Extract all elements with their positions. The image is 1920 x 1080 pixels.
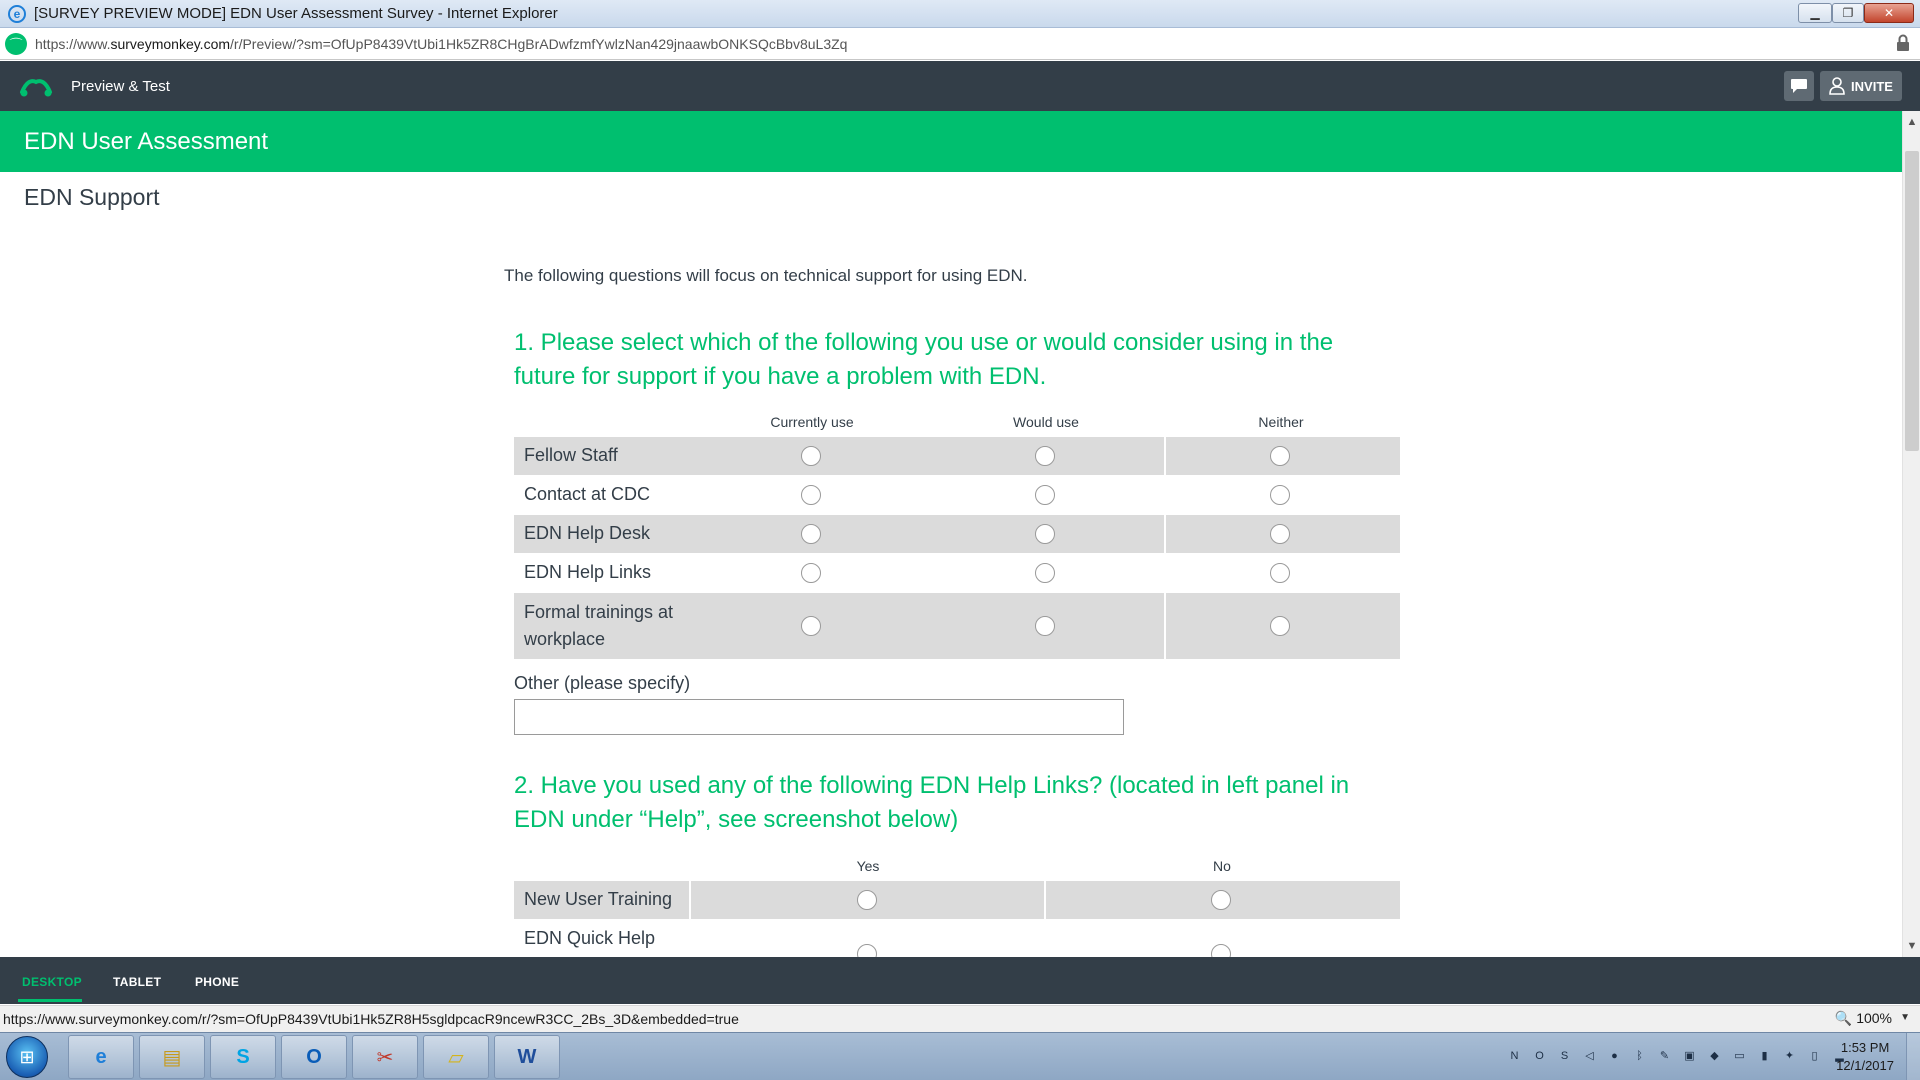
bluetooth-icon[interactable]: ᛒ [1636,1049,1643,1062]
matrix-row [514,920,1400,957]
surveymonkey-logo-icon[interactable] [18,74,54,98]
skype-taskbar-icon[interactable]: S [210,1035,276,1079]
address-bar[interactable] [0,28,1920,60]
sticky-notes-taskbar-icon[interactable]: ▱ [423,1035,489,1079]
vertical-scrollbar[interactable] [1902,111,1920,957]
tools-tray-icon[interactable]: ✦ [1784,1050,1795,1062]
scrollbar-thumb[interactable] [1905,151,1919,451]
matrix-row [514,554,1400,592]
radio-neither[interactable] [1270,446,1290,466]
shield-icon[interactable]: ◆ [1710,1050,1719,1062]
q1-col-neither: Neither [1258,414,1304,430]
survey-viewport [0,111,1920,957]
radio-currently-use[interactable] [801,524,821,544]
matrix-row [514,593,1400,659]
row-label: EDN Help Links [524,562,652,582]
radio-neither[interactable] [1270,563,1290,583]
clock-date: 12/1/2017 [1836,1058,1894,1073]
pen-tray-icon[interactable]: ✎ [1659,1050,1670,1062]
surveymonkey-site-icon: ⌒ [5,33,27,55]
q1-col-would-use: Would use [1013,414,1079,430]
tab-phone[interactable]: PHONE [195,975,240,989]
column-divider [689,881,691,919]
column-divider [1044,881,1046,919]
q2-col-yes: Yes [856,858,880,874]
device-preview-bar [0,957,1920,1004]
radio-no[interactable] [1211,890,1231,910]
monitor-tray-icon[interactable]: ▣ [1684,1050,1695,1062]
q2-col-no: No [1213,858,1231,874]
network-icon[interactable]: ▂ [1835,1050,1844,1062]
skype-tray-icon[interactable]: S [1560,1049,1569,1062]
system-clock[interactable] [1836,1039,1894,1075]
outlook-tray-icon[interactable]: O [1535,1049,1544,1062]
survey-title: EDN User Assessment [24,128,269,155]
q1-col-currently-use: Currently use [770,414,854,430]
preview-test-label[interactable]: Preview & Test [71,77,170,95]
close-button[interactable]: ✕ [1864,3,1914,23]
row-label: EDN Quick Help [524,928,656,948]
invite-label: INVITE [1851,78,1893,94]
radio-would-use[interactable] [1035,446,1055,466]
lock-tray-icon[interactable]: ▮ [1761,1050,1768,1062]
window-titlebar [0,0,1920,28]
preview-toolbar [0,61,1920,111]
radio-currently-use[interactable] [801,616,821,636]
zoom-level[interactable]: 🔍 100% [1834,1010,1892,1026]
radio-would-use[interactable] [1035,485,1055,505]
question-1-title: 1. Please select which of the following you use or would consider using in the future for support if you have a problem with EDN. [514,329,1334,390]
lock-icon [1896,34,1910,52]
active-tab-indicator [18,999,82,1002]
tab-tablet[interactable]: TABLET [113,975,162,989]
other-label: Other (please specify) [514,673,691,693]
windows-taskbar [0,1032,1920,1080]
column-divider [1164,437,1166,475]
zoom-dropdown-icon[interactable]: ▼ [1900,1012,1910,1023]
row-label: Fellow Staff [524,445,618,465]
word-taskbar-icon[interactable]: W [494,1035,560,1079]
radio-yes[interactable] [857,890,877,910]
matrix-row [514,881,1400,919]
row-label: Contact at CDC [524,484,651,504]
survey-header [0,111,1902,172]
onenote-tray-icon[interactable]: N [1510,1049,1519,1062]
other-input[interactable] [514,699,1124,735]
radio-currently-use[interactable] [801,446,821,466]
column-divider [1164,593,1166,659]
volume-icon[interactable]: ◁ [1585,1050,1594,1062]
radio-yes[interactable] [857,944,877,957]
system-tray [1506,1047,1848,1064]
scroll-up-icon[interactable]: ▲ [1906,116,1918,128]
chat-bubble-icon [1790,78,1808,94]
snipping-tool-taskbar-icon[interactable]: ✂ [352,1035,418,1079]
radio-no[interactable] [1211,944,1231,957]
person-tray-icon[interactable]: ● [1611,1049,1618,1062]
row-label: EDN Help Desk [524,523,651,543]
radio-would-use[interactable] [1035,524,1055,544]
file-explorer-taskbar-icon[interactable]: ▤ [139,1035,205,1079]
invite-button[interactable] [1820,71,1902,101]
scroll-down-icon[interactable]: ▼ [1906,940,1918,952]
user-icon [1829,77,1845,95]
radio-neither[interactable] [1270,616,1290,636]
row-label: Formal trainings at workplace [524,602,674,649]
status-bar [0,1005,1920,1032]
minimize-button[interactable]: ▁ [1798,3,1832,23]
restore-button[interactable]: ❐ [1832,3,1864,23]
matrix-row [514,476,1400,514]
internet-explorer-icon: e [8,5,26,23]
row-label: New User Training [524,889,673,909]
display-icon[interactable]: ▭ [1734,1050,1745,1062]
window-title: [SURVEY PREVIEW MODE] EDN User Assessment Survey - Internet Explorer [34,5,558,22]
tab-desktop[interactable]: DESKTOP [22,975,82,989]
radio-would-use[interactable] [1035,616,1055,636]
matrix-row [514,515,1400,553]
question-2-title: 2. Have you used any of the following EDN Help Links? (located in left panel in EDN under “Help”, see screenshot below) [514,772,1350,833]
matrix-row [514,437,1400,475]
column-divider [1164,515,1166,553]
comment-button[interactable] [1784,71,1814,101]
page-title: EDN Support [24,184,160,210]
outlook-taskbar-icon[interactable]: O [281,1035,347,1079]
radio-currently-use[interactable] [801,563,821,583]
address-url[interactable]: https://www.surveymonkey.com/r/Preview/?sm=OfUpP8439VtUbi1Hk5ZR8CHgBrADwfzmfYwlzNan429jnaawbONKSQcBbv8uL3Zq [35,35,848,52]
radio-neither[interactable] [1270,524,1290,544]
show-desktop-button[interactable] [1906,1033,1920,1080]
power-icon[interactable]: ▯ [1811,1050,1818,1062]
radio-would-use[interactable] [1035,563,1055,583]
internet-explorer-taskbar-icon[interactable]: e [68,1035,134,1079]
radio-currently-use[interactable] [801,485,821,505]
intro-text: The following questions will focus on technical support for using EDN. [504,266,1028,285]
radio-neither[interactable] [1270,485,1290,505]
status-url: https://www.surveymonkey.com/r/?sm=OfUpP8439VtUbi1Hk5ZR8H5sgldpcacR9ncewR3CC_2Bs_3D&embedded=true [3,1011,739,1027]
clock-time: 1:53 PM [1840,1040,1890,1055]
start-button[interactable]: ⊞ [6,1036,48,1078]
